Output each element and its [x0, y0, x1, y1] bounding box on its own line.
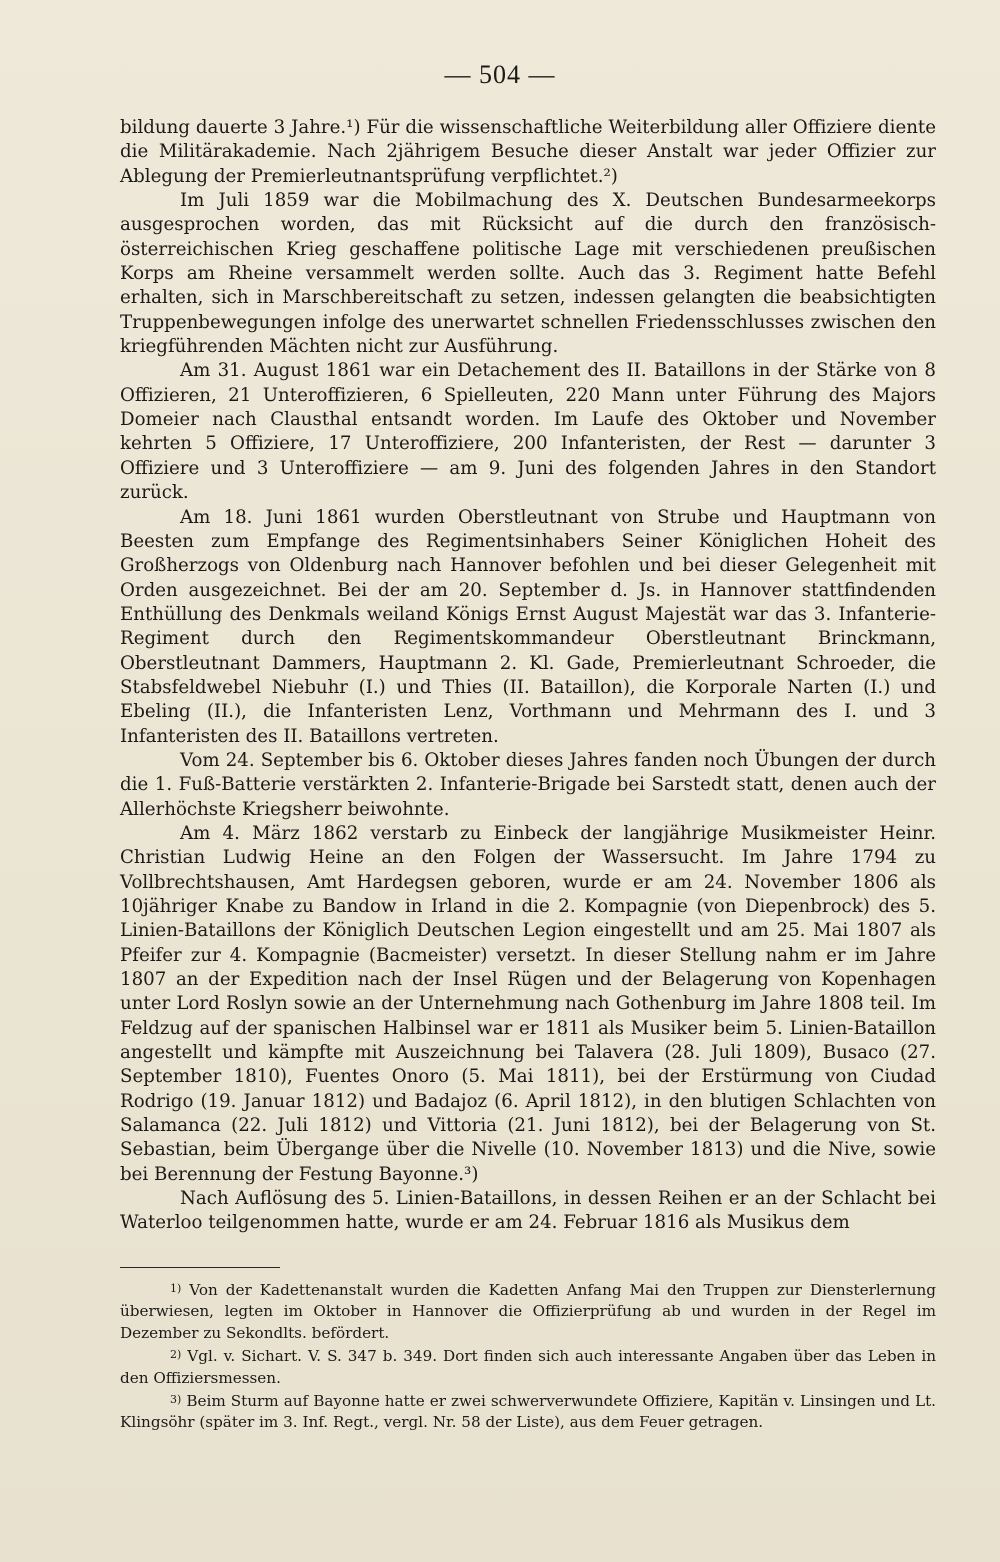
footnote-text: Von der Kadettenanstalt wurden die Kadetten Anfang Mai den Truppen zur Diensterlernung überwiesen, legten im Oktober in Hannover die Offizierprüfung ab und wurden in der Regel im Dezember zu Sekondlts. befördert. [120, 1281, 936, 1342]
footnote-marker: 1) [170, 1282, 182, 1295]
paragraph-1: bildung dauerte 3 Jahre.¹) Für die wissenschaftliche Weiterbildung aller Offiziere diente die Militärakademie. Nach 2jährigem Besuche dieser Anstalt war jeder Offizier zur Ablegung der Premierleutnantsprüfung verpflichtet.²) [120, 117, 936, 187]
paragraph-4: Am 18. Juni 1861 wurden Oberstleutnant von Strube und Hauptmann von Beesten zum Empfange des Regimentsinhabers Seiner Königlichen Hoheit des Großherzogs von Oldenburg nach Hannover befohlen und bei dieser Gelegenheit mit Orden ausgezeichnet. Bei der am 20. September d. Js. in Hannover stattfindenden Enthüllung des Denkmals weiland Königs Ernst August Majestät war das 3. Infanterie-Regiment durch den Regimentskommandeur Oberstleutnant Brinckmann, Oberstleutnant Dammers, Hauptmann 2. Kl. Gade, Premierleutnant Schroeder, die Stabsfeldwebel Niebuhr (I.) und Thies (II. Bataillon), die Korporale Narten (I.) und Ebeling (II.), die Infanteristen Lenz, Vorthmann und Mehrmann des I. und 3 Infanteristen des II. Bataillons vertreten. [120, 506, 936, 747]
footnote-text: Vgl. v. Sichart. V. S. 347 b. 349. Dort finden sich auch interessante Angaben über das Leben in den Offiziersmessen. [120, 1347, 937, 1387]
page-number: — 504 — [444, 60, 556, 89]
paragraph-3: Am 31. August 1861 war ein Detachement des II. Bataillons in der Stärke von 8 Offizieren, 21 Unteroffizieren, 6 Spielleuten, 220 Mann unter Führung des Majors Domeier nach Clausthal entsandt worden. Im Laufe des Oktober und November kehrten 5 Offiziere, 17 Unteroffiziere, 200 Infanteristen, der Rest — darunter 3 Offiziere und 3 Unteroffiziere — am 9. Juni des folgenden Jahres in den Standort zurück. [120, 360, 936, 504]
footnote-text: Beim Sturm auf Bayonne hatte er zwei schwerverwundete Offiziere, Kapitän v. Linsingen und Lt. Klingsöhr (später im 3. Inf. Regt., vergl. Nr. 58 der Liste), aus dem Feuer getragen. [120, 1392, 936, 1432]
paragraph-7: Nach Auflösung des 5. Linien-Bataillons, in dessen Reihen er an der Schlacht bei Waterloo teilgenommen hatte, wurde er am 24. Februar 1816 als Musikus dem [120, 1188, 936, 1234]
paragraph-2: Im Juli 1859 war die Mobilmachung des X. Deutschen Bundesarmeekorps ausgesprochen worden, das mit Rücksicht auf die durch den französisch-österreichischen Krieg geschaffene politische Lage mit verschiedenen preußischen Korps am Rheine versammelt werden sollte. Auch das 3. Regiment hatte Befehl erhalten, sich in Marschbereitschaft zu setzen, indessen gelangten die beabsichtigten Truppenbewegungen infolge des unerwartet schnellen Friedensschlusses zwischen den kriegführenden Mächten nicht zur Ausführung. [120, 190, 936, 358]
footnote-marker: 2) [170, 1348, 182, 1362]
footnotes [120, 1278, 936, 1434]
footnote-1 [120, 1278, 936, 1344]
paragraph-5: Vom 24. September bis 6. Oktober dieses Jahres fanden noch Übungen der durch die 1. Fuß-Batterie verstärkten 2. Infanterie-Brigade bei Sarstedt statt, denen auch der Allerhöchste Kriegsherr beiwohnte. [120, 749, 936, 820]
footnote-marker: 3) [170, 1393, 182, 1407]
footnote-2 [120, 1344, 936, 1389]
footnote-3 [120, 1389, 936, 1434]
footnote-divider [120, 1267, 280, 1268]
paragraph-6: Am 4. März 1862 verstarb zu Einbeck der langjährige Musikmeister Heinr. Christian Ludwig Heine an den Folgen der Wassersucht. Im Jahre 1794 zu Vollbrechtshausen, Amt Hardegsen geboren, wurde er am 24. November 1806 als 10jähriger Knabe zu Bandow in Irland in die 2. Kompagnie (von Diepenbrock) des 5. Linien-Bataillons der Königlich Deutschen Legion eingestellt und am 25. Mai 1807 als Pfeifer zur 4. Kompagnie (Bacmeister) versetzt. In dieser Stellung nahm er im Jahre 1807 an der Expedition nach der Insel Rügen und der Belagerung von Kopenhagen unter Lord Roslyn sowie an der Unternehmung nach Gothenburg im Jahre 1808 teil. Im Feldzug auf der spanischen Halbinsel war er 1811 als Musiker beim 5. Linien-Bataillon angestellt und kämpfte mit Auszeichnung bei Talavera (28. Juli 1809), Busaco (27. September 1810), Fuentes Onoro (5. Mai 1811), bei der Erstürmung von Ciudad Rodrigo (19. Januar 1812) und Badajoz (6. April 1812), in den blutigen Schlachten von Salamanca (22. Juli 1812) und Vittoria (21. Juni 1812), bei der Belagerung von St. Sebastian, beim Übergange über die Nivelle (10. November 1813) und die Nive, sowie bei Berennung der Festung Bayonne.³) [120, 822, 936, 1185]
main-text [120, 116, 936, 1236]
